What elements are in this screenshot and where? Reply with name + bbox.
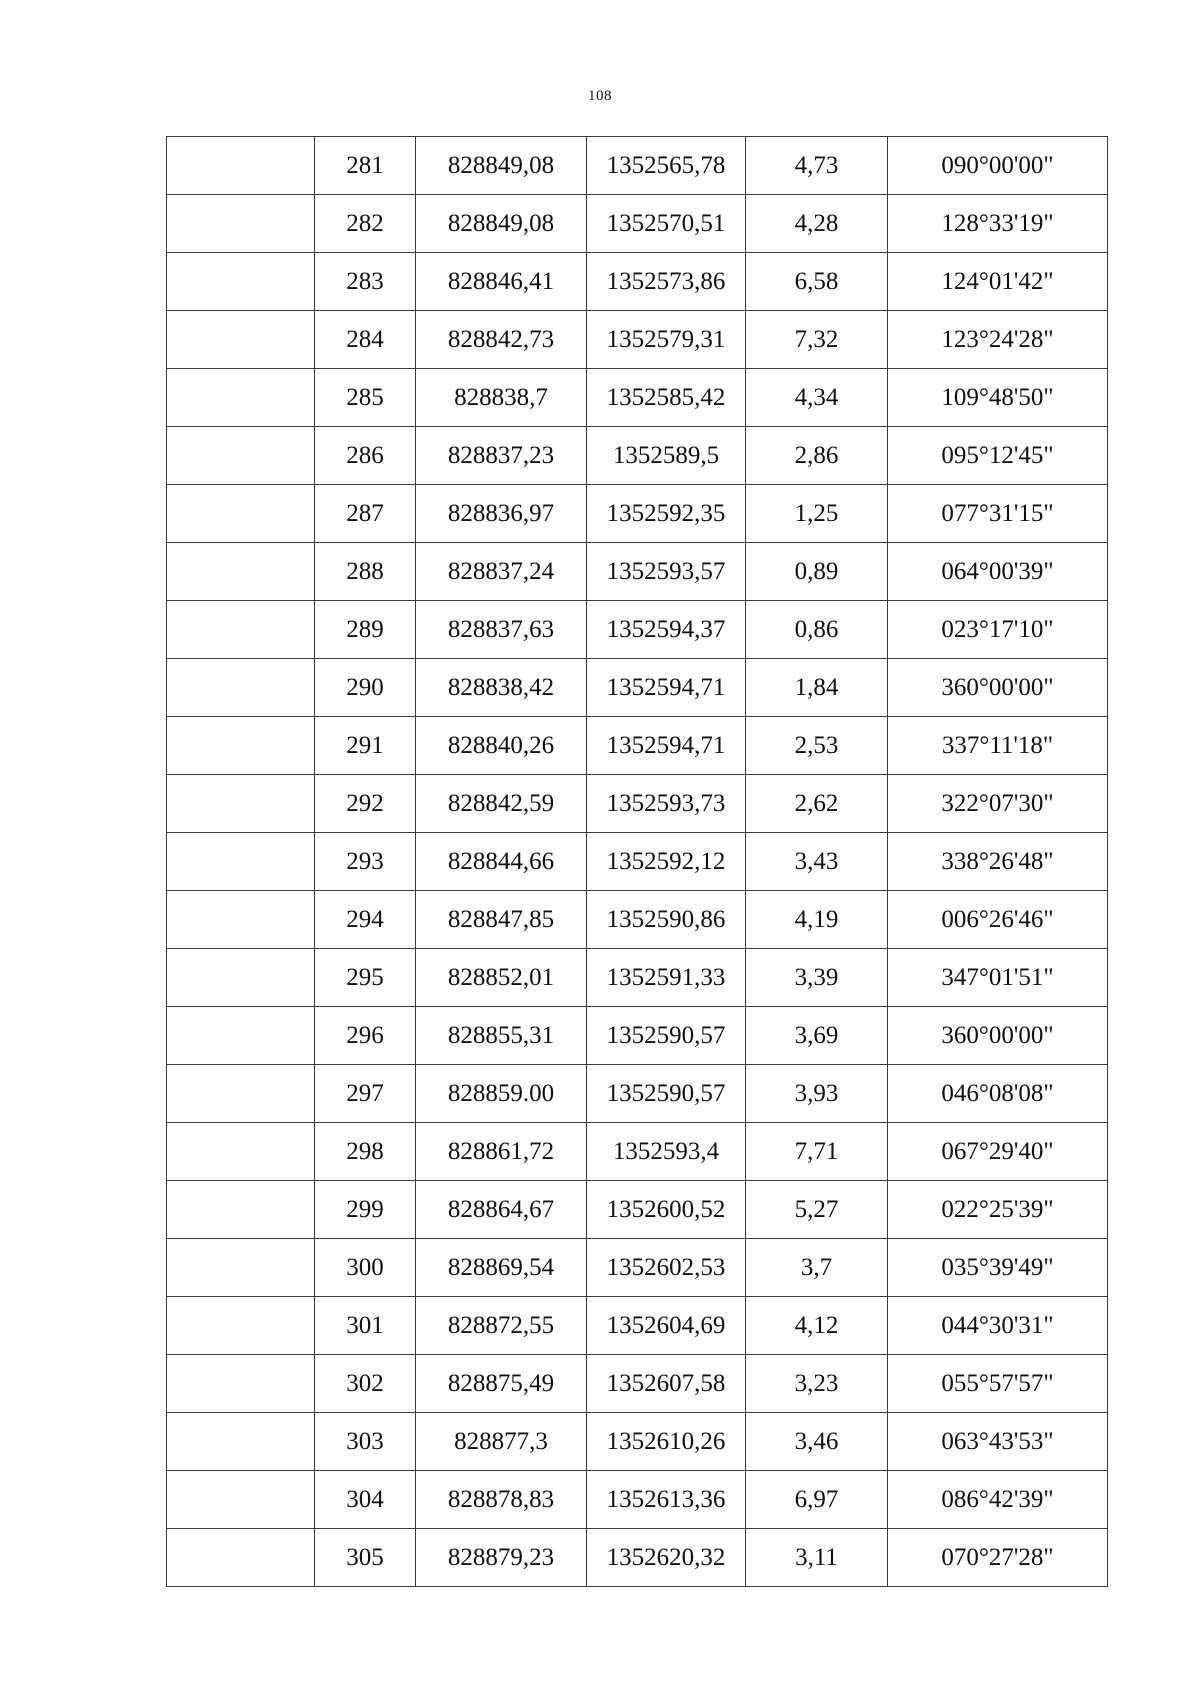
- x-coordinate-cell: 828837,24: [416, 543, 587, 601]
- x-coordinate-cell: 828855,31: [416, 1007, 587, 1065]
- distance-cell: 4,28: [746, 195, 888, 253]
- bearing-cell: 077°31'15": [888, 485, 1108, 543]
- y-coordinate-cell: 1352570,51: [587, 195, 746, 253]
- point-number-cell: 282: [315, 195, 416, 253]
- point-number-cell: 283: [315, 253, 416, 311]
- point-number-cell: 281: [315, 137, 416, 195]
- table-row: [167, 949, 1108, 1007]
- bearing-cell: 022°25'39": [888, 1181, 1108, 1239]
- x-coordinate-cell: 828836,97: [416, 485, 587, 543]
- x-coordinate-cell: 828849,08: [416, 137, 587, 195]
- distance-cell: 2,53: [746, 717, 888, 775]
- bearing-cell: 006°26'46": [888, 891, 1108, 949]
- point-number-cell: 301: [315, 1297, 416, 1355]
- bearing-cell: 055°57'57": [888, 1355, 1108, 1413]
- blank-cell: [167, 891, 315, 949]
- coordinates-table: [166, 136, 1108, 1587]
- table-row: [167, 775, 1108, 833]
- table-row: [167, 1239, 1108, 1297]
- table-row: [167, 659, 1108, 717]
- y-coordinate-cell: 1352590,57: [587, 1007, 746, 1065]
- point-number-cell: 287: [315, 485, 416, 543]
- y-coordinate-cell: 1352613,36: [587, 1471, 746, 1529]
- distance-cell: 3,7: [746, 1239, 888, 1297]
- distance-cell: 3,11: [746, 1529, 888, 1587]
- distance-cell: 2,86: [746, 427, 888, 485]
- y-coordinate-cell: 1352590,57: [587, 1065, 746, 1123]
- x-coordinate-cell: 828859.00: [416, 1065, 587, 1123]
- point-number-cell: 284: [315, 311, 416, 369]
- y-coordinate-cell: 1352593,57: [587, 543, 746, 601]
- point-number-cell: 302: [315, 1355, 416, 1413]
- y-coordinate-cell: 1352589,5: [587, 427, 746, 485]
- distance-cell: 0,89: [746, 543, 888, 601]
- y-coordinate-cell: 1352591,33: [587, 949, 746, 1007]
- blank-cell: [167, 1413, 315, 1471]
- y-coordinate-cell: 1352579,31: [587, 311, 746, 369]
- y-coordinate-cell: 1352592,35: [587, 485, 746, 543]
- distance-cell: 7,71: [746, 1123, 888, 1181]
- table-row: [167, 369, 1108, 427]
- x-coordinate-cell: 828838,7: [416, 369, 587, 427]
- bearing-cell: 063°43'53": [888, 1413, 1108, 1471]
- bearing-cell: 064°00'39": [888, 543, 1108, 601]
- blank-cell: [167, 1239, 315, 1297]
- table-row: [167, 1529, 1108, 1587]
- y-coordinate-cell: 1352604,69: [587, 1297, 746, 1355]
- bearing-cell: 322°07'30": [888, 775, 1108, 833]
- point-number-cell: 288: [315, 543, 416, 601]
- distance-cell: 4,12: [746, 1297, 888, 1355]
- bearing-cell: 337°11'18": [888, 717, 1108, 775]
- distance-cell: 3,23: [746, 1355, 888, 1413]
- bearing-cell: 035°39'49": [888, 1239, 1108, 1297]
- y-coordinate-cell: 1352573,86: [587, 253, 746, 311]
- table-row: [167, 1355, 1108, 1413]
- table-row: [167, 1181, 1108, 1239]
- blank-cell: [167, 775, 315, 833]
- x-coordinate-cell: 828837,23: [416, 427, 587, 485]
- point-number-cell: 298: [315, 1123, 416, 1181]
- x-coordinate-cell: 828861,72: [416, 1123, 587, 1181]
- distance-cell: 6,58: [746, 253, 888, 311]
- blank-cell: [167, 659, 315, 717]
- x-coordinate-cell: 828849,08: [416, 195, 587, 253]
- y-coordinate-cell: 1352593,73: [587, 775, 746, 833]
- distance-cell: 3,93: [746, 1065, 888, 1123]
- point-number-cell: 285: [315, 369, 416, 427]
- point-number-cell: 296: [315, 1007, 416, 1065]
- blank-cell: [167, 1297, 315, 1355]
- x-coordinate-cell: 828840,26: [416, 717, 587, 775]
- bearing-cell: 046°08'08": [888, 1065, 1108, 1123]
- table-row: [167, 137, 1108, 195]
- point-number-cell: 289: [315, 601, 416, 659]
- y-coordinate-cell: 1352602,53: [587, 1239, 746, 1297]
- table-row: [167, 543, 1108, 601]
- x-coordinate-cell: 828852,01: [416, 949, 587, 1007]
- table-row: [167, 1065, 1108, 1123]
- y-coordinate-cell: 1352600,52: [587, 1181, 746, 1239]
- distance-cell: 4,73: [746, 137, 888, 195]
- blank-cell: [167, 485, 315, 543]
- y-coordinate-cell: 1352594,37: [587, 601, 746, 659]
- table-row: [167, 891, 1108, 949]
- blank-cell: [167, 1123, 315, 1181]
- bearing-cell: 128°33'19": [888, 195, 1108, 253]
- x-coordinate-cell: 828842,73: [416, 311, 587, 369]
- point-number-cell: 304: [315, 1471, 416, 1529]
- distance-cell: 3,43: [746, 833, 888, 891]
- x-coordinate-cell: 828837,63: [416, 601, 587, 659]
- point-number-cell: 295: [315, 949, 416, 1007]
- point-number-cell: 294: [315, 891, 416, 949]
- blank-cell: [167, 601, 315, 659]
- table-row: [167, 601, 1108, 659]
- distance-cell: 3,46: [746, 1413, 888, 1471]
- x-coordinate-cell: 828875,49: [416, 1355, 587, 1413]
- y-coordinate-cell: 1352565,78: [587, 137, 746, 195]
- point-number-cell: 286: [315, 427, 416, 485]
- blank-cell: [167, 1007, 315, 1065]
- x-coordinate-cell: 828842,59: [416, 775, 587, 833]
- bearing-cell: 070°27'28": [888, 1529, 1108, 1587]
- distance-cell: 3,69: [746, 1007, 888, 1065]
- point-number-cell: 303: [315, 1413, 416, 1471]
- table-row: [167, 1471, 1108, 1529]
- bearing-cell: 023°17'10": [888, 601, 1108, 659]
- point-number-cell: 299: [315, 1181, 416, 1239]
- distance-cell: 3,39: [746, 949, 888, 1007]
- point-number-cell: 293: [315, 833, 416, 891]
- table-row: [167, 427, 1108, 485]
- blank-cell: [167, 137, 315, 195]
- y-coordinate-cell: 1352593,4: [587, 1123, 746, 1181]
- blank-cell: [167, 427, 315, 485]
- y-coordinate-cell: 1352610,26: [587, 1413, 746, 1471]
- x-coordinate-cell: 828846,41: [416, 253, 587, 311]
- table-row: [167, 485, 1108, 543]
- table-row: [167, 1123, 1108, 1181]
- blank-cell: [167, 369, 315, 427]
- blank-cell: [167, 1065, 315, 1123]
- blank-cell: [167, 833, 315, 891]
- y-coordinate-cell: 1352607,58: [587, 1355, 746, 1413]
- table-row: [167, 253, 1108, 311]
- bearing-cell: 338°26'48": [888, 833, 1108, 891]
- x-coordinate-cell: 828872,55: [416, 1297, 587, 1355]
- point-number-cell: 291: [315, 717, 416, 775]
- y-coordinate-cell: 1352620,32: [587, 1529, 746, 1587]
- point-number-cell: 297: [315, 1065, 416, 1123]
- bearing-cell: 124°01'42": [888, 253, 1108, 311]
- x-coordinate-cell: 828847,85: [416, 891, 587, 949]
- point-number-cell: 292: [315, 775, 416, 833]
- x-coordinate-cell: 828878,83: [416, 1471, 587, 1529]
- page-number: 108: [588, 88, 612, 104]
- table-row: [167, 1007, 1108, 1065]
- blank-cell: [167, 543, 315, 601]
- bearing-cell: 347°01'51": [888, 949, 1108, 1007]
- blank-cell: [167, 195, 315, 253]
- table-body: [167, 137, 1108, 1587]
- distance-cell: 7,32: [746, 311, 888, 369]
- x-coordinate-cell: 828844,66: [416, 833, 587, 891]
- bearing-cell: 360°00'00": [888, 659, 1108, 717]
- blank-cell: [167, 253, 315, 311]
- bearing-cell: 095°12'45": [888, 427, 1108, 485]
- point-number-cell: 290: [315, 659, 416, 717]
- distance-cell: 6,97: [746, 1471, 888, 1529]
- coordinates-table-container: [166, 136, 1107, 1587]
- x-coordinate-cell: 828869,54: [416, 1239, 587, 1297]
- bearing-cell: 044°30'31": [888, 1297, 1108, 1355]
- y-coordinate-cell: 1352585,42: [587, 369, 746, 427]
- blank-cell: [167, 949, 315, 1007]
- blank-cell: [167, 1471, 315, 1529]
- blank-cell: [167, 1355, 315, 1413]
- bearing-cell: 090°00'00": [888, 137, 1108, 195]
- distance-cell: 2,62: [746, 775, 888, 833]
- blank-cell: [167, 717, 315, 775]
- bearing-cell: 086°42'39": [888, 1471, 1108, 1529]
- y-coordinate-cell: 1352594,71: [587, 659, 746, 717]
- x-coordinate-cell: 828877,3: [416, 1413, 587, 1471]
- y-coordinate-cell: 1352590,86: [587, 891, 746, 949]
- table-row: [167, 311, 1108, 369]
- x-coordinate-cell: 828838,42: [416, 659, 587, 717]
- table-row: [167, 833, 1108, 891]
- bearing-cell: 067°29'40": [888, 1123, 1108, 1181]
- blank-cell: [167, 1529, 315, 1587]
- x-coordinate-cell: 828864,67: [416, 1181, 587, 1239]
- distance-cell: 5,27: [746, 1181, 888, 1239]
- point-number-cell: 305: [315, 1529, 416, 1587]
- blank-cell: [167, 1181, 315, 1239]
- table-row: [167, 195, 1108, 253]
- y-coordinate-cell: 1352592,12: [587, 833, 746, 891]
- blank-cell: [167, 311, 315, 369]
- x-coordinate-cell: 828879,23: [416, 1529, 587, 1587]
- table-row: [167, 1413, 1108, 1471]
- distance-cell: 4,34: [746, 369, 888, 427]
- table-row: [167, 1297, 1108, 1355]
- distance-cell: 0,86: [746, 601, 888, 659]
- y-coordinate-cell: 1352594,71: [587, 717, 746, 775]
- distance-cell: 1,25: [746, 485, 888, 543]
- table-row: [167, 717, 1108, 775]
- bearing-cell: 109°48'50": [888, 369, 1108, 427]
- distance-cell: 1,84: [746, 659, 888, 717]
- bearing-cell: 123°24'28": [888, 311, 1108, 369]
- distance-cell: 4,19: [746, 891, 888, 949]
- bearing-cell: 360°00'00": [888, 1007, 1108, 1065]
- point-number-cell: 300: [315, 1239, 416, 1297]
